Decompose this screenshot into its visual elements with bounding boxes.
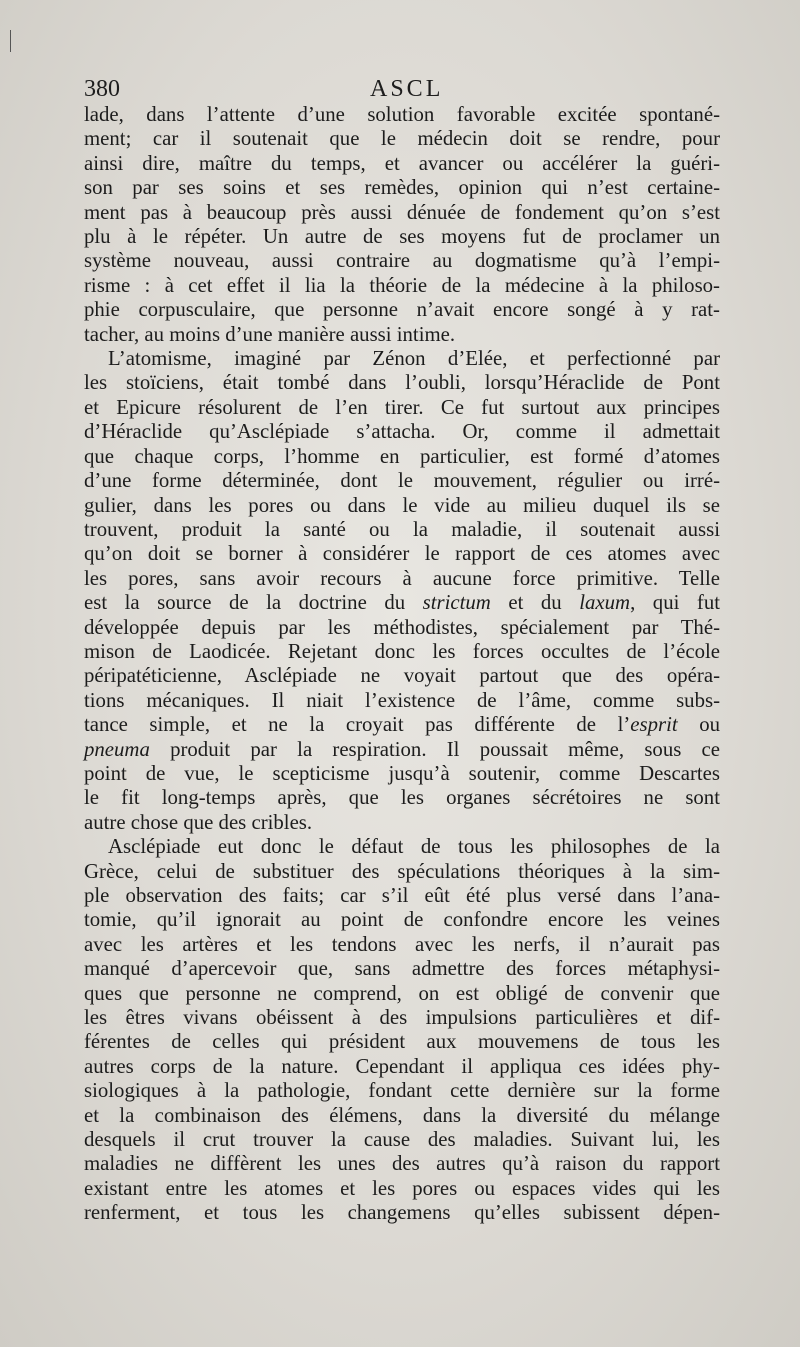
text-line: existant entre les atomes et les pores ou espaces vides qui les <box>84 1176 720 1200</box>
italic-term-esprit: esprit <box>630 713 678 737</box>
text-line: ainsi dire, maître du temps, et avancer ou accélérer la guéri- <box>84 151 720 175</box>
text-line: d’Héraclide qu’Asclépiade s’attacha. Or, comme il admettait <box>84 420 720 444</box>
text-line: tions mécaniques. Il niait l’existence de l’âme, comme subs- <box>84 688 720 712</box>
text-line: et la combinaison des élémens, dans la diversité du mélange <box>84 1103 720 1127</box>
text-line: Asclépiade eut donc le défaut de tous les philosophes de la <box>108 835 720 859</box>
text-line: ques que personne ne comprend, on est obligé de convenir que <box>84 981 720 1005</box>
paragraph-2 <box>84 347 720 835</box>
text-segment: est la source de la doctrine du <box>84 591 406 615</box>
text-line: avec les artères et les tendons avec les nerfs, il n’aurait pas <box>84 932 720 956</box>
text-line: risme : à cet effet il lia la théorie de la médecine à la philoso- <box>84 273 720 297</box>
text-line: siologiques à la pathologie, fondant cette dernière sur la forme <box>84 1079 720 1103</box>
text-line: maladies ne diffèrent les unes des autres qu’à raison du rapport <box>84 1152 720 1176</box>
text-line: et Epicure résolurent de l’en tirer. Ce fut surtout aux principes <box>84 395 720 419</box>
text-line: phie corpusculaire, que personne n’avait encore songé à y rat- <box>84 298 720 322</box>
text-line: férentes de celles qui président aux mouvemens de tous les <box>84 1030 720 1054</box>
text-segment: tance simple, et ne la croyait pas différente de l’ <box>84 713 631 737</box>
text-line-mixed <box>84 738 720 762</box>
text-line: ment pas à beaucoup près aussi dénuée de fondement qu’on s’est <box>84 200 720 224</box>
page-header <box>84 72 720 106</box>
text-line: manqué d’apercevoir que, sans admettre des forces métaphysi- <box>84 957 720 981</box>
text-line: mison de Laodicée. Rejetant donc les forces occultes de l’école <box>84 639 720 663</box>
text-line: péripatéticienne, Asclépiade ne voyait partout que des opéra- <box>84 664 720 688</box>
italic-term-pneuma: pneuma <box>84 737 150 761</box>
page-number: 380 <box>84 76 120 102</box>
text-line: les pores, sans avoir recours à aucune force primitive. Telle <box>84 566 720 590</box>
text-segment: ou <box>699 713 721 737</box>
text-line: Grèce, celui de substituer des spéculations théoriques à la sim- <box>84 859 720 883</box>
text-segment: produit par la respiration. Il poussait même, sous ce <box>170 737 720 761</box>
italic-term-strictum: strictum <box>422 591 491 615</box>
text-line-mixed <box>84 591 720 615</box>
text-line: ple observation des faits; car s’il eût été plus versé dans l’ana- <box>84 884 720 907</box>
text-line: d’une forme déterminée, dont le mouvement, régulier ou irré- <box>84 469 720 493</box>
paragraph-3 <box>84 835 720 1226</box>
text-line: trouvent, produit la santé ou la maladie, il soutenait aussi <box>84 517 720 541</box>
text-line-mixed <box>84 713 720 737</box>
text-line: renferment, et tous les changemens qu’elles subissent dépen- <box>84 1201 720 1225</box>
text-line: plu à le répéter. Un autre de ses moyens fut de proclamer un <box>84 225 720 249</box>
text-line: gulier, dans les pores ou dans le vide au milieu duquel ils se <box>84 493 720 517</box>
text-line: les êtres vivans obéissent à des impulsions particulières et dif- <box>84 1006 720 1030</box>
running-head: ASCL <box>370 76 444 102</box>
text-line: desquels il crut trouver la cause des maladies. Suivant lui, les <box>84 1128 720 1152</box>
text-line: qu’on doit se borner à considérer le rapport de ces atomes avec <box>84 542 720 566</box>
italic-term-laxum: laxum <box>579 591 631 615</box>
text-line: ment; car il soutenait que le médecin doit se rendre, pour <box>84 127 720 151</box>
text-line: le fit long-temps après, que les organes sécrétoires ne sont <box>84 786 720 810</box>
text-line: que chaque corps, l’homme en particulier, est formé d’atomes <box>84 444 720 468</box>
text-line: tomie, qu’il ignorait au point de confondre encore les veines <box>84 908 720 932</box>
text-line: son par ses soins et ses remèdes, opinion qui n’est certaine- <box>84 176 720 200</box>
text-line: tacher, au moins d’une manière aussi intime. <box>84 322 456 346</box>
text-segment: , qui fut <box>630 591 720 615</box>
text-line: autre chose que des cribles. <box>84 810 313 834</box>
text-line: développée depuis par les méthodistes, spécialement par Thé- <box>84 615 720 639</box>
text-line: point de vue, le scepticisme jusqu’à soutenir, comme Descartes <box>84 761 720 785</box>
text-line: L’atomisme, imaginé par Zénon d’Elée, et perfectionné par <box>108 347 720 371</box>
paragraph-1 <box>84 103 720 347</box>
text-line: autres corps de la nature. Cependant il appliqua ces idées phy- <box>84 1054 720 1078</box>
text-line: système nouveau, aussi contraire au dogmatisme qu’à l’empi- <box>84 249 720 273</box>
body-text <box>84 103 720 1226</box>
text-line: lade, dans l’attente d’une solution favorable excitée spontané- <box>84 103 720 126</box>
text-segment: et du <box>508 591 562 615</box>
text-line: les stoïciens, était tombé dans l’oubli, lorsqu’Héraclide de Pont <box>84 371 720 395</box>
